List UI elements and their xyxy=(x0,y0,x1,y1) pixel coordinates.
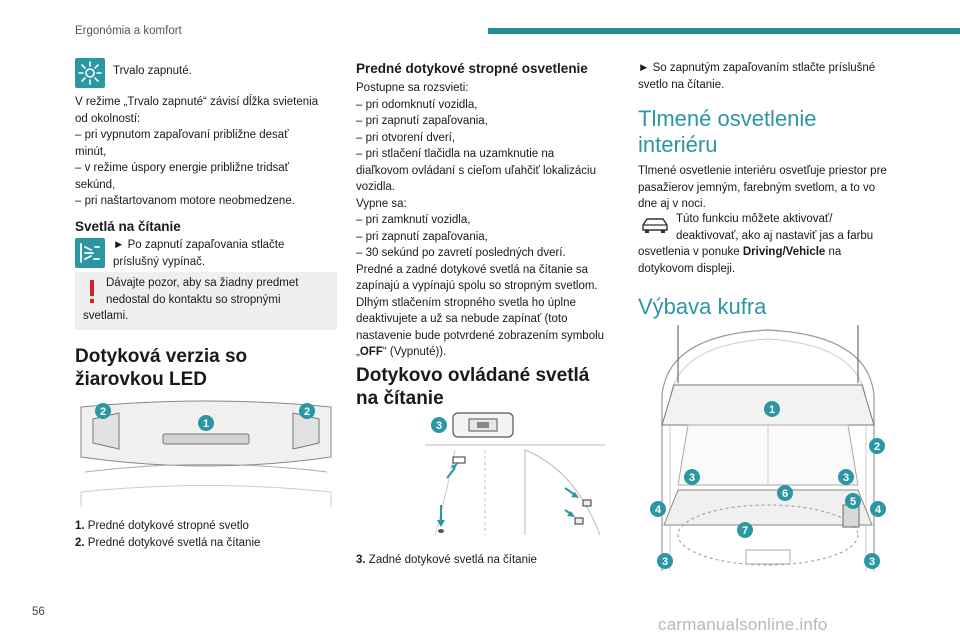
page-number: 56 xyxy=(32,606,45,618)
legend-item-3: 3. Zadné dotykové svetlá na čítanie xyxy=(356,554,537,566)
callout-2-right: 2 xyxy=(303,406,311,418)
callout-3-left: 3 xyxy=(688,472,696,484)
callout-3: 3 xyxy=(435,420,443,432)
reading-press-instruction: ► So zapnutým zapaľovaním stlačte príslušné svetlo na čítanie. xyxy=(638,62,876,91)
callout-3-bottom-right: 3 xyxy=(868,556,876,568)
callout-1: 1 xyxy=(202,418,210,430)
callout-3-right: 3 xyxy=(842,472,850,484)
callout-4-right: 4 xyxy=(874,504,882,516)
legend-col1 xyxy=(75,518,345,551)
ambient-lighting-text: Tlmené osvetlenie interiéru osvetľuje priestor pre pasažierov jemným, farebným svetlom, a to vo dne aj v noci. xyxy=(638,165,887,210)
warning-text: Dávajte pozor, aby sa žiadny predmet nedostal do kontaktu so stropnými svetlami. xyxy=(83,277,299,322)
touch-reading-heading: Dotykovo ovládané svetlá na čítanie xyxy=(356,365,590,409)
watermark: carmanualsonline.info xyxy=(658,615,828,634)
touch-bulb-heading: Dotyková verzia so žiarovkou LED xyxy=(75,346,248,390)
sun-icon xyxy=(75,58,105,88)
front-ceiling-text: Postupne sa rozsvieti: – pri odomknutí vozidla, – pri zapnutí zapaľovania, – pri otvorení dverí, – pri stlačení tlačidla na uzamknutie na diaľkovom ovládaní s cieľom uľahčiť lokalizáciu vozidla. Vypne sa: – pri zamknutí vozidla, – pri zapnutí zapaľovania, – 30 sekúnd po zavretí posledných dverí. Predné a zadné dotykové svetlá na čítanie sa zapínajú a vypínajú spolu so stropným svetlom. Dlhým stlačením stropného svetla ho úplne deaktivujete a už sa nebude zapínať (toto nastavenie bude potvrdené zobrazením symbolu „OFF“ (Vypnuté)). xyxy=(356,82,605,358)
ambient-lighting-heading: Tlmené osvetlenie interiéru xyxy=(638,106,817,157)
text-block-duration: V režime „Trvalo zapnuté“ závisí dĺžka svietenia od okolností: – pri vypnutom zapaľovaní približne desať minút, – v režime úspory energie približne tridsať sekúnd, – pri naštartovanom motore neobmedzene. xyxy=(75,96,319,207)
trunk-illustration xyxy=(648,325,888,576)
header-accent-bar xyxy=(488,28,960,34)
rear-reading-light-illustration xyxy=(425,410,605,545)
front-ceiling-light-illustration xyxy=(75,397,337,514)
car-icon xyxy=(638,213,672,239)
trunk-equipment-heading: Výbava kufra xyxy=(638,294,767,319)
warning-box xyxy=(75,272,337,330)
reading-light-icon xyxy=(75,238,105,268)
ambient-note: Túto funkciu môžete aktivovať/ deaktivovať, ako aj nastaviť jas a farbu xyxy=(676,213,874,242)
ambient-note-cont: osvetlenia v ponuke Driving/Vehicle na dotykovom displeji. xyxy=(638,246,842,275)
icon-text: Trvalo zapnuté. xyxy=(113,65,192,77)
callout-5: 5 xyxy=(849,496,857,508)
section-header: Ergonómia a komfort xyxy=(75,25,182,37)
reading-light-instruction: ► Po zapnutí zapaľovania stlačte príslušný vypínač. xyxy=(113,239,285,268)
legend-item-2: 2. Predné dotykové svetlá na čítanie xyxy=(75,536,261,549)
callout-3-bottom-left: 3 xyxy=(661,556,669,568)
front-ceiling-heading: Predné dotykové stropné osvetlenie xyxy=(356,61,588,76)
legend-item-1: 1. Predné dotykové stropné svetlo xyxy=(75,520,249,532)
callout-2: 2 xyxy=(873,441,881,453)
reading-lights-heading: Svetlá na čítanie xyxy=(75,219,181,234)
callout-1: 1 xyxy=(768,404,776,416)
legend-col2 xyxy=(356,552,626,569)
callout-7: 7 xyxy=(741,525,749,537)
callout-2-left: 2 xyxy=(99,406,107,418)
callout-4-left: 4 xyxy=(654,504,662,516)
callout-6: 6 xyxy=(781,488,789,500)
